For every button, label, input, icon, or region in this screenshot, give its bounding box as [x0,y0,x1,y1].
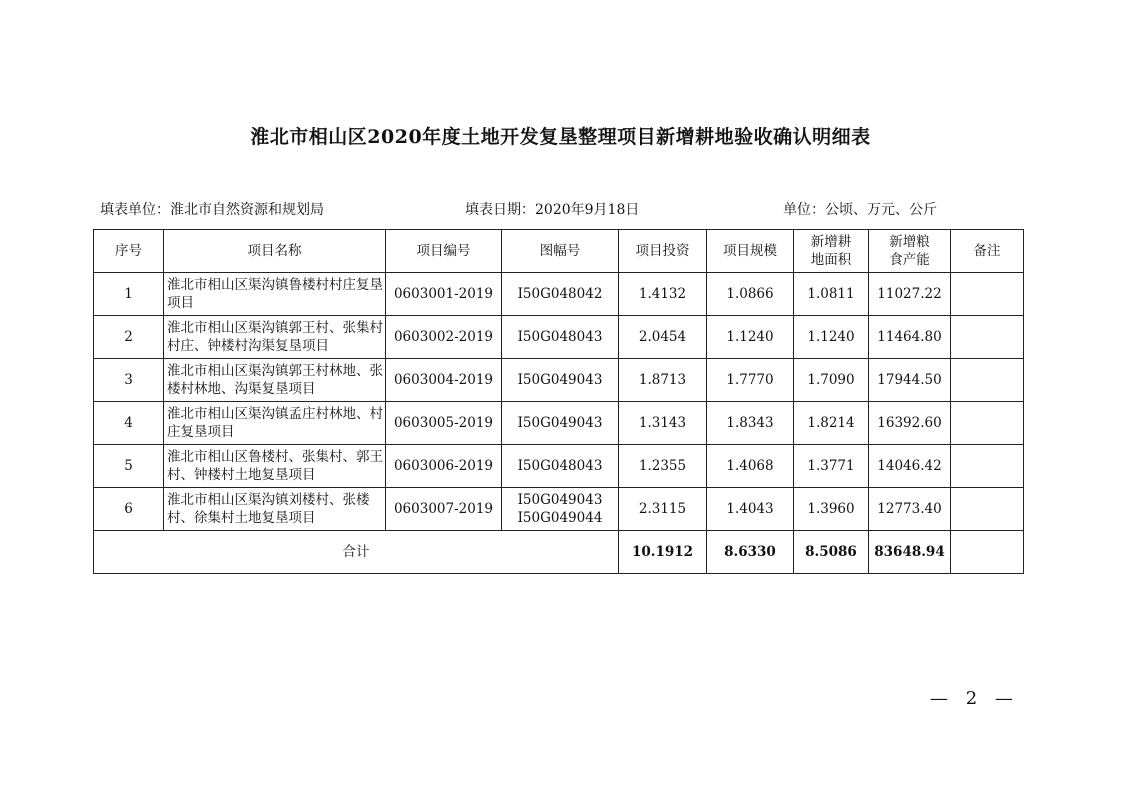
table-row [94,273,1024,316]
table-row [94,488,1024,531]
header-grain [869,230,951,273]
cell-code: 0603002-2019 [386,316,502,359]
cell-scale: 1.4068 [707,445,794,488]
total-scale: 8.6330 [707,531,794,574]
cell-code: 0603007-2019 [386,488,502,531]
cell-map [502,316,619,359]
cell-invest: 1.2355 [619,445,707,488]
header-grain-line2: 食产能 [889,252,930,268]
cell-code: 0603005-2019 [386,402,502,445]
header-scale: 项目规模 [707,230,794,273]
cell-note [951,488,1024,531]
cell-scale: 1.1240 [707,316,794,359]
units-label: 单位：公顷、万元、公斤 [783,202,937,218]
cell-note [951,359,1024,402]
cell-code: 0603004-2019 [386,359,502,402]
table-row [94,402,1024,445]
cell-area: 1.7090 [794,359,869,402]
header-grain-line1: 新增粮 [889,234,930,250]
cell-map-line2: I50G049044 [517,510,603,526]
table-total-row [94,531,1024,574]
header-invest: 项目投资 [619,230,707,273]
cell-name: 淮北市相山区渠沟镇鲁楼村村庄复垦项目 [164,273,386,316]
fill-date-label: 填表日期：2020年9月18日 [465,202,640,218]
cell-name: 淮北市相山区渠沟镇孟庄村林地、村庄复垦项目 [164,402,386,445]
cell-area: 1.1240 [794,316,869,359]
table-row [94,316,1024,359]
cell-scale: 1.7770 [707,359,794,402]
cell-seq: 5 [94,445,164,488]
cell-map [502,445,619,488]
cell-map-line1: I50G048042 [517,286,603,302]
cell-invest: 1.4132 [619,273,707,316]
cell-scale: 1.0866 [707,273,794,316]
cell-map-line1: I50G049043 [517,372,603,388]
cell-grain: 11027.22 [869,273,951,316]
cell-map-line1: I50G048043 [517,329,603,345]
detail-table [93,229,1024,574]
header-code: 项目编号 [386,230,502,273]
total-grain: 83648.94 [869,531,951,574]
cell-map-line1: I50G049043 [517,415,603,431]
total-invest: 10.1912 [619,531,707,574]
cell-note [951,273,1024,316]
total-area: 8.5086 [794,531,869,574]
cell-code: 0603006-2019 [386,445,502,488]
table-row [94,359,1024,402]
header-name: 项目名称 [164,230,386,273]
total-note [951,531,1024,574]
cell-note [951,445,1024,488]
cell-scale: 1.4043 [707,488,794,531]
fill-unit-label: 填表单位：淮北市自然资源和规划局 [100,202,324,218]
header-seq: 序号 [94,230,164,273]
cell-name: 淮北市相山区渠沟镇郭王村林地、张楼村林地、沟渠复垦项目 [164,359,386,402]
header-area-line2: 地面积 [810,252,852,268]
cell-grain: 12773.40 [869,488,951,531]
cell-grain: 17944.50 [869,359,951,402]
cell-invest: 2.0454 [619,316,707,359]
page-number: — 2 — [930,688,1019,709]
cell-invest: 1.3143 [619,402,707,445]
cell-map [502,359,619,402]
cell-grain: 14046.42 [869,445,951,488]
table-row [94,445,1024,488]
cell-note [951,316,1024,359]
cell-area: 1.0811 [794,273,869,316]
cell-seq: 2 [94,316,164,359]
cell-invest: 2.3115 [619,488,707,531]
total-label: 合计 [94,531,619,574]
cell-seq: 3 [94,359,164,402]
cell-name: 淮北市相山区渠沟镇刘楼村、张楼村、徐集村土地复垦项目 [164,488,386,531]
cell-area: 1.3771 [794,445,869,488]
cell-area: 1.8214 [794,402,869,445]
page-title: 淮北市相山区2020年度土地开发复垦整理项目新增耕地验收确认明细表 [250,126,871,148]
table-header-row [94,230,1024,273]
cell-note [951,402,1024,445]
cell-area: 1.3960 [794,488,869,531]
cell-seq: 6 [94,488,164,531]
header-map: 图幅号 [502,230,619,273]
cell-name: 淮北市相山区渠沟镇郭王村、张集村村庄、钟楼村沟渠复垦项目 [164,316,386,359]
cell-map [502,273,619,316]
cell-map [502,402,619,445]
cell-grain: 16392.60 [869,402,951,445]
cell-name: 淮北市相山区鲁楼村、张集村、郭王村、钟楼村土地复垦项目 [164,445,386,488]
header-note: 备注 [951,230,1024,273]
cell-scale: 1.8343 [707,402,794,445]
header-area-line1: 新增耕 [810,234,852,250]
cell-map [502,488,619,531]
cell-invest: 1.8713 [619,359,707,402]
cell-grain: 11464.80 [869,316,951,359]
cell-map-line1: I50G049043 [517,492,603,508]
header-area [794,230,869,273]
cell-seq: 1 [94,273,164,316]
cell-seq: 4 [94,402,164,445]
cell-map-line1: I50G048043 [517,458,603,474]
cell-code: 0603001-2019 [386,273,502,316]
